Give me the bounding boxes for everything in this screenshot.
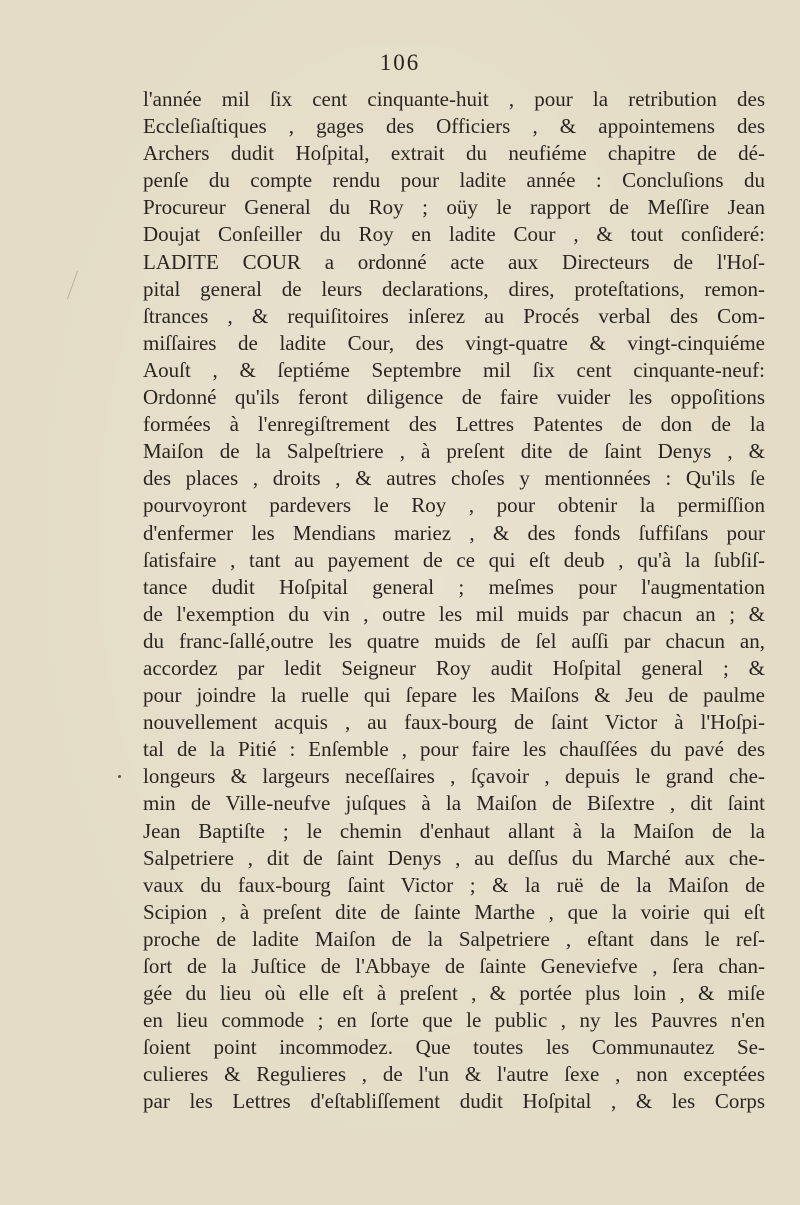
text-line: Scipion , à preſent dite de ſainte Marthe , que la voirie qui eſt bbox=[143, 899, 765, 924]
text-line: Salpetriere , dit de ſaint Denys , au deſſus du Marché aux che- bbox=[143, 845, 765, 870]
text-line: pourvoyront pardevers le Roy , pour obtenir la permiſſion bbox=[143, 493, 765, 518]
text-line: Jean Baptiſte ; le chemin d'enhaut allant à la Maiſon de la bbox=[143, 818, 765, 843]
text-line: de l'exemption du vin , outre les mil muids par chacun an ; & bbox=[143, 601, 765, 626]
text-line: Eccleſiaſtiques , gages des Officiers , & appointemens des bbox=[143, 114, 765, 139]
text-line: nouvellement acquis , au faux-bourg de ſaint Victor à l'Hoſpi- bbox=[143, 710, 765, 735]
text-line: tance dudit Hoſpital general ; meſmes pour l'augmentation bbox=[143, 574, 765, 599]
text-line: proche de ladite Maiſon de la Salpetriere , eſtant dans le reſ- bbox=[143, 926, 765, 951]
text-line: par les Lettres d'eſtabliſſement dudit Hoſpital , & les Corps bbox=[143, 1089, 765, 1114]
text-line: en lieu commode ; en ſorte que le public , ny les Pauvres n'en bbox=[143, 1008, 765, 1033]
text-line: Procureur General du Roy ; oüy le rapport de Meſſire Jean bbox=[143, 195, 765, 220]
text-line: miſſaires de ladite Cour, des vingt-quatre & vingt-cinquiéme bbox=[143, 330, 765, 355]
text-line: ſatisfaire , tant au payement de ce qui eſt deub , qu'à la ſubſiſ- bbox=[143, 547, 765, 572]
text-line: Doujat Conſeiller du Roy en ladite Cour , & tout conſideré: bbox=[143, 222, 765, 247]
text-line: ſort de la Juſtice de l'Abbaye de ſainte Geneviefve , ſera chan- bbox=[143, 954, 765, 978]
text-line: min de Ville-neufve juſques à la Maiſon de Biſextre , dit ſaint bbox=[143, 791, 765, 816]
text-line: du franc-ſallé,outre les quatre muids de ſel auſſi par chacun an, bbox=[143, 628, 765, 653]
text-line: accordez par ledit Seigneur Roy audit Hoſpital general ; & bbox=[143, 655, 765, 680]
text-line: pour joindre la ruelle qui ſepare les Maiſons & Jeu de paulme bbox=[143, 683, 765, 708]
text-line: penſe du compte rendu pour ladite année : Concluſions du bbox=[143, 168, 765, 193]
text-line: gée du lieu où elle eſt à preſent , & portée plus loin , & miſe bbox=[143, 981, 765, 1006]
margin-mark bbox=[118, 775, 121, 778]
body-text bbox=[143, 86, 765, 1116]
text-line: Archers dudit Hoſpital, extrait du neufiéme chapitre de dé- bbox=[143, 141, 765, 166]
text-line: Maiſon de la Salpeſtriere , à preſent dite de ſaint Denys , & bbox=[143, 439, 765, 464]
text-line: ſoient point incommodez. Que toutes les Communautez Se- bbox=[143, 1035, 765, 1060]
text-line: culieres & Regulieres , de l'un & l'autre ſexe , non exceptées bbox=[143, 1062, 765, 1087]
text-line: des places , droits , & autres choſes y mentionnées : Qu'ils ſe bbox=[143, 466, 765, 491]
text-line: pital general de leurs declarations, dires, proteſtations, remon- bbox=[143, 276, 765, 301]
text-line: Ordonné qu'ils feront diligence de faire vuider les oppoſitions bbox=[143, 385, 765, 410]
text-line: d'enfermer les Mendians mariez , & des fonds ſuffiſans pour bbox=[143, 520, 765, 545]
text-line: vaux du faux-bourg ſaint Victor ; & la ruë de la Maiſon de bbox=[143, 872, 765, 897]
text-line: ſtrances , & requiſitoires inſerez au Procés verbal des Com- bbox=[143, 303, 765, 328]
text-line: l'année mil ſix cent cinquante-huit , pour la retribution des bbox=[143, 87, 765, 111]
text-line: Aouſt , & ſeptiéme Septembre mil ſix cent cinquante-neuf: bbox=[143, 357, 765, 382]
paper-crease bbox=[67, 271, 78, 300]
text-line: LADITE COUR a ordonné acte aux Directeurs de l'Hoſ- bbox=[143, 249, 765, 274]
text-line: longeurs & largeurs neceſſaires , ſçavoir , depuis le grand che- bbox=[143, 764, 765, 789]
page-number: 106 bbox=[379, 50, 421, 75]
text-line: formées à l'enregiſtrement des Lettres Patentes de don de la bbox=[143, 412, 765, 437]
text-line: tal de la Pitié : Enſemble , pour faire les chauſſées du pavé des bbox=[143, 737, 765, 762]
